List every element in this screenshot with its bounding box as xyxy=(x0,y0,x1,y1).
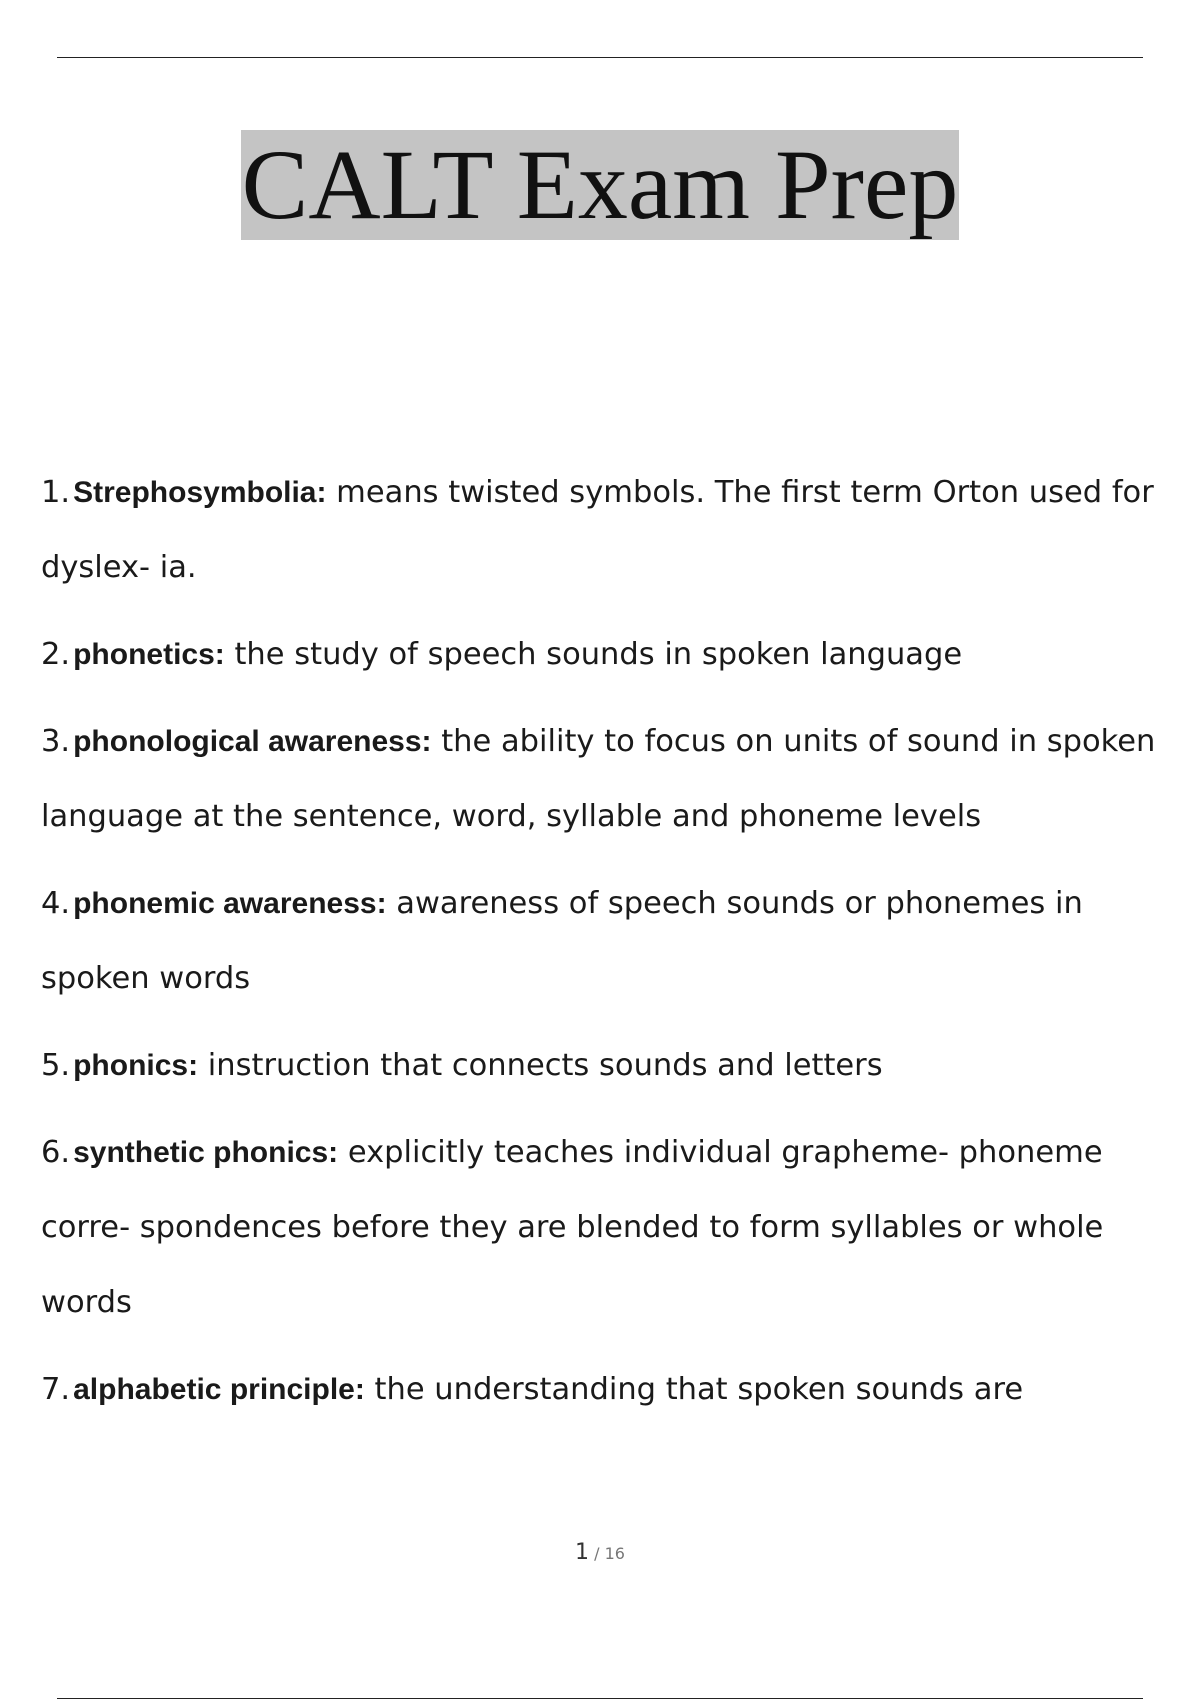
current-page: 1 xyxy=(575,1540,590,1565)
page-indicator xyxy=(0,1540,1200,1565)
item-definition: means twisted symbols. The first term Orton used for dyslex- ia. xyxy=(41,475,1154,585)
item-number: 1. xyxy=(41,475,71,510)
list-item xyxy=(41,1028,1166,1103)
list-item xyxy=(41,1115,1166,1340)
document-title: CALT Exam Prep xyxy=(241,129,959,240)
item-number: 5. xyxy=(41,1048,71,1083)
item-term: phonics: xyxy=(73,1049,199,1082)
item-number: 6. xyxy=(41,1135,71,1170)
total-pages: 16 xyxy=(604,1544,625,1563)
bottom-rule xyxy=(57,1698,1143,1699)
list-item xyxy=(41,455,1166,605)
item-number: 4. xyxy=(41,886,71,921)
item-number: 7. xyxy=(41,1372,71,1407)
list-item xyxy=(41,1352,1166,1427)
item-number: 2. xyxy=(41,637,71,672)
item-term: Strephosymbolia: xyxy=(73,476,327,509)
item-definition: explicitly teaches individual grapheme- phoneme corre- spondences before they are blended to form syllables or whole words xyxy=(41,1135,1104,1320)
item-definition: the understanding that spoken sounds are xyxy=(364,1372,1024,1407)
title-block xyxy=(0,130,1200,240)
item-definition: instruction that connects sounds and letters xyxy=(198,1048,883,1083)
item-term: phonemic awareness: xyxy=(73,887,387,920)
item-number: 3. xyxy=(41,724,71,759)
item-definition: the ability to focus on units of sound in spoken language at the sentence, word, syllable and phoneme levels xyxy=(41,724,1156,834)
term-list xyxy=(41,455,1166,1439)
list-item xyxy=(41,617,1166,692)
item-definition: the study of speech sounds in spoken language xyxy=(224,637,963,672)
item-term: alphabetic principle: xyxy=(73,1373,365,1406)
item-term: phonetics: xyxy=(73,638,225,671)
item-definition: awareness of speech sounds or phonemes in spoken words xyxy=(41,886,1083,996)
page-separator: / xyxy=(589,1544,605,1563)
list-item xyxy=(41,704,1166,854)
top-rule xyxy=(57,57,1143,58)
item-term: phonological awareness: xyxy=(73,725,432,758)
item-term: synthetic phonics: xyxy=(73,1136,339,1169)
list-item xyxy=(41,866,1166,1016)
